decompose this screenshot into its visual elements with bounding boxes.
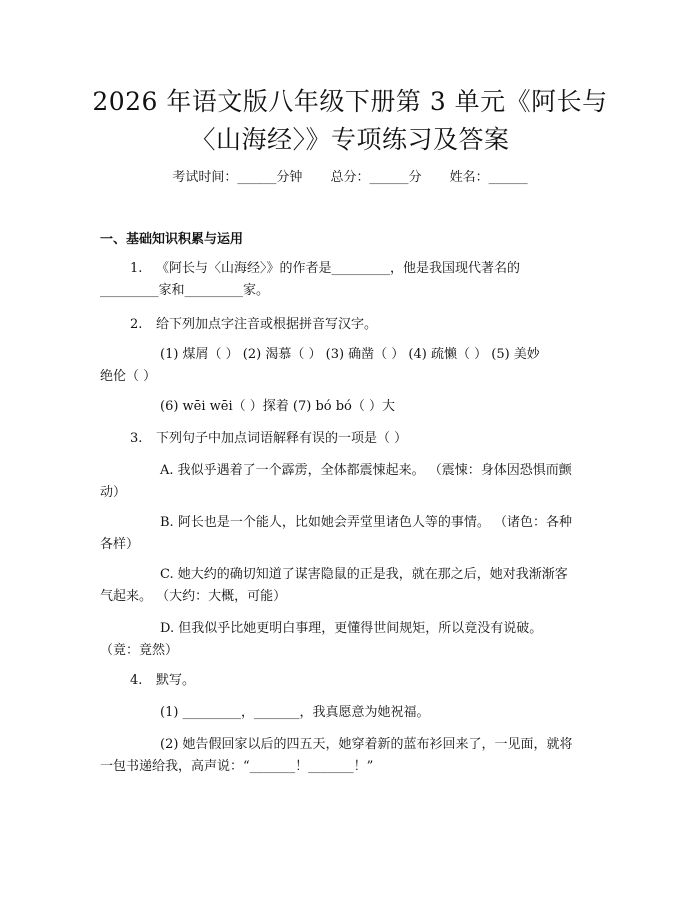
section-heading: 一、基础知识积累与运用 <box>100 232 244 247</box>
question-text: 给下列加点字注音或根据拼音写汉字。 <box>156 317 378 332</box>
option-a-line-1: A. 我似乎遇着了一个霹雳，全体都震悚起来。 （震悚：身体因恐惧而颤 <box>160 463 572 478</box>
document-title <box>60 83 640 159</box>
question-number: 1. <box>130 261 143 276</box>
option-d-line-2: （竟：竟然） <box>100 643 179 658</box>
question-1-line-2: _________家和_________家。 <box>100 283 270 298</box>
student-name: 姓名：______ <box>449 170 528 185</box>
dictation-2-line-1: (2) 她告假回家以后的四五天，她穿着新的蓝布衫回来了，一见面，就将 <box>160 737 573 752</box>
question-2 <box>130 314 377 336</box>
question-2-row-1: (1) 煤屑（ ） (2) 渴慕（ ） (3) 确凿（ ） (4) 疏懒（ ） (5) 美妙 <box>160 347 540 362</box>
dictation-2-line-2: 一包书递给我，高声说：“_______！_______！” <box>100 759 374 774</box>
title-line-2: 〈山海经〉》专项练习及答案 <box>190 125 510 154</box>
dictation-1: (1) _________，_______，我真愿意为她祝福。 <box>160 705 430 720</box>
question-text: 《阿长与〈山海经〉》的作者是_________，他是我国现代著名的 <box>156 261 521 276</box>
option-d-line-1: D. 但我似乎比她更明白事理，更懂得世间规矩，所以竟没有说破。 <box>160 621 543 636</box>
option-b-line-1: B. 阿长也是一个能人，比如她会弄堂里诸色人等的事情。 （诸色：各种 <box>160 515 572 530</box>
question-2-row-1-cont: 绝伦（ ） <box>100 369 157 384</box>
question-4 <box>130 670 195 692</box>
question-text: 下列句子中加点词语解释有误的一项是（ ） <box>156 431 408 446</box>
question-number: 3. <box>130 431 143 446</box>
question-number: 4. <box>130 673 143 688</box>
option-a-line-2: 动） <box>100 485 127 500</box>
title-line-1: 2026 年语文版八年级下册第 3 单元《阿长与 <box>92 87 608 116</box>
question-text: 默写。 <box>156 673 196 688</box>
exam-score: 总分：______分 <box>330 170 422 185</box>
question-number: 2. <box>130 317 143 332</box>
option-c-line-1: C. 她大约的确切知道了谋害隐鼠的正是我，就在那之后，她对我渐渐客 <box>160 567 568 582</box>
option-b-line-2: 各样） <box>100 537 140 552</box>
question-1-line-1 <box>130 258 520 280</box>
option-c-line-2: 气起来。 （大约：大概，可能） <box>100 589 287 604</box>
question-2-row-2: (6) wēi wēi（ ）探着 (7) bó bó（ ）大 <box>160 399 396 414</box>
question-3 <box>130 428 407 450</box>
exam-info <box>0 166 700 185</box>
exam-time: 考试时间：______分钟 <box>172 170 303 185</box>
